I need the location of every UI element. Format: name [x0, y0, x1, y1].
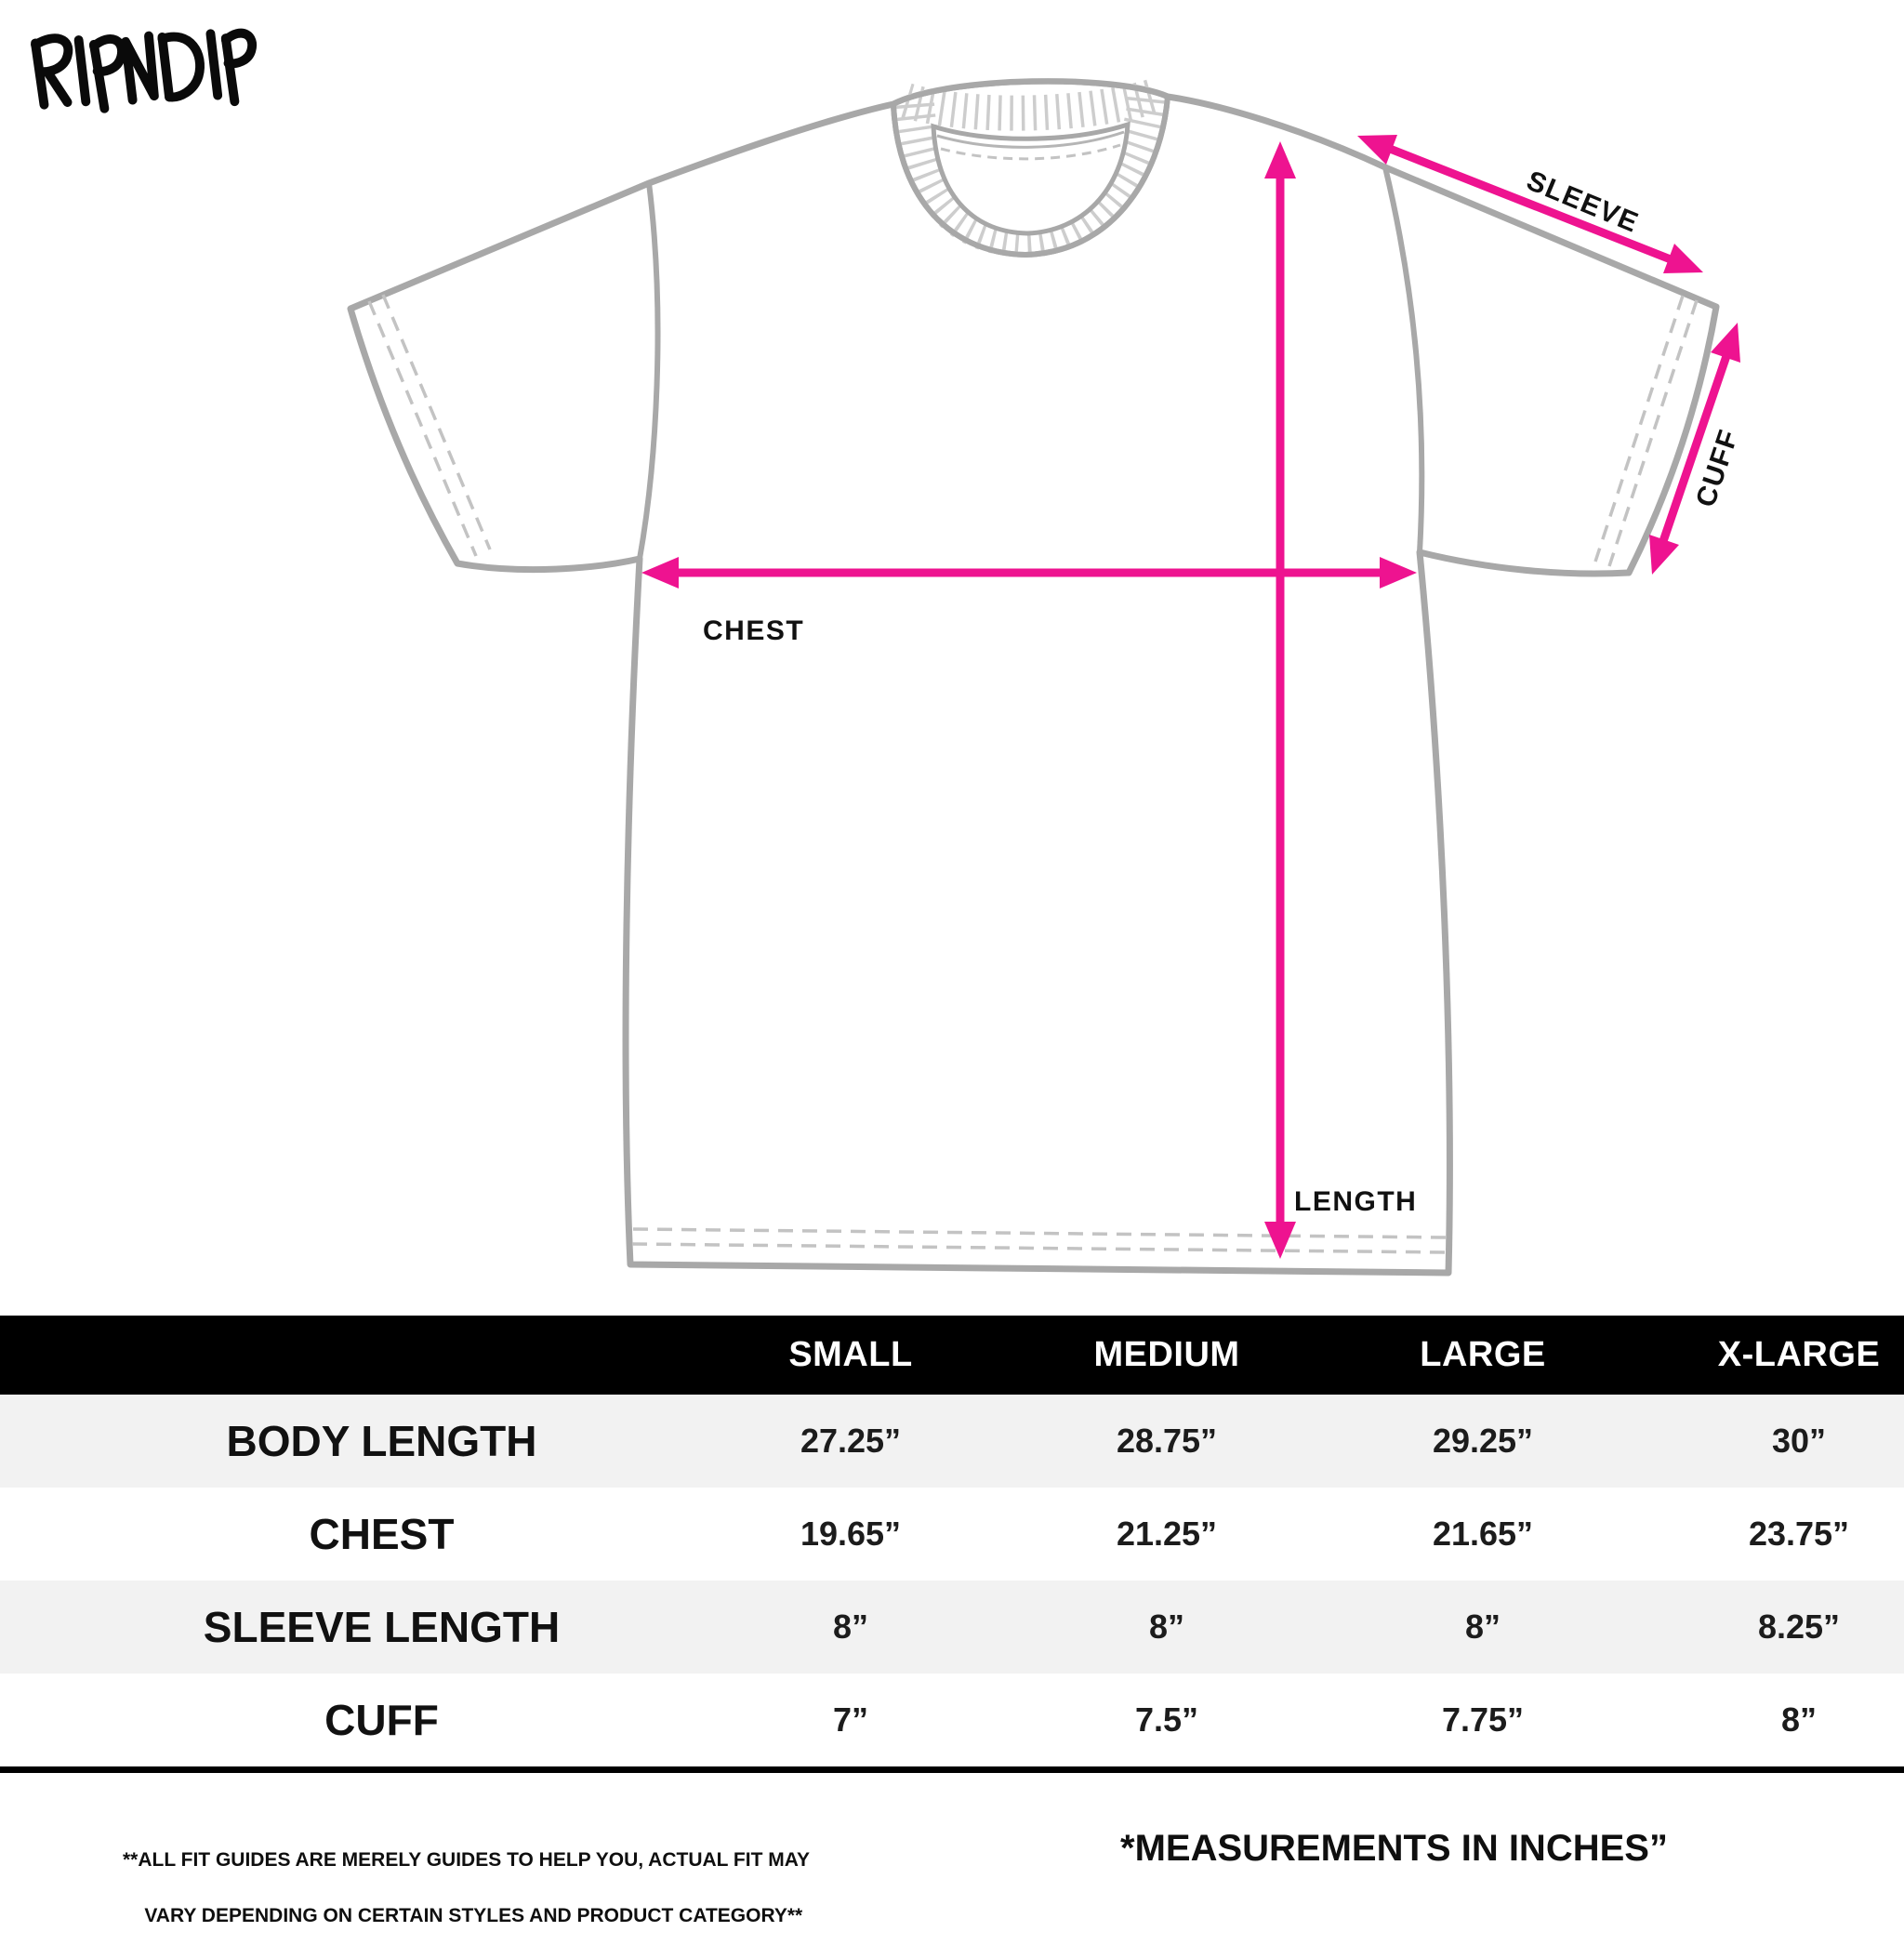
size-value: 8” [1780, 1700, 1818, 1739]
table-row [0, 1581, 1904, 1674]
size-value: 8.25” [1757, 1607, 1841, 1646]
size-value: 19.65” [800, 1515, 902, 1553]
size-value: 29.25” [1432, 1422, 1534, 1460]
size-value: 30” [1771, 1422, 1827, 1460]
row-label-chest: CHEST [309, 1510, 455, 1558]
cuff-label: CUFF [1690, 425, 1745, 511]
row-label-cuff: CUFF [324, 1696, 439, 1744]
row-label-sleeve-length: SLEEVE LENGTH [203, 1603, 561, 1651]
column-header-xlarge: X-LARGE [1717, 1335, 1881, 1374]
fit-guide-disclaimer [123, 1846, 810, 1958]
size-value: 7.5” [1134, 1700, 1199, 1739]
size-value: 8” [1148, 1607, 1185, 1646]
column-header-small: SMALL [788, 1335, 913, 1374]
disclaimer-line-1: **ALL FIT GUIDES ARE MERELY GUIDES TO HELP YOU, ACTUAL FIT MAY [123, 1849, 810, 1871]
header-spacer [0, 1316, 693, 1395]
row-label-body-length: BODY LENGTH [226, 1417, 537, 1465]
size-value: 21.65” [1432, 1515, 1534, 1553]
table-row [0, 1674, 1904, 1766]
size-chart-table [0, 1316, 1904, 1773]
tshirt-outline [350, 82, 1716, 1273]
size-value: 8” [1464, 1607, 1501, 1646]
measurements-unit-note: *MEASUREMENTS IN INCHES” [1120, 1828, 1668, 1869]
size-value: 21.25” [1116, 1515, 1218, 1553]
size-value: 27.25” [800, 1422, 902, 1460]
size-value: 8” [832, 1607, 869, 1646]
column-header-large: LARGE [1420, 1335, 1546, 1374]
size-value: 23.75” [1748, 1515, 1850, 1553]
chest-label: CHEST [703, 615, 805, 646]
sleeve-label: SLEEVE [1522, 165, 1644, 240]
column-header-medium: MEDIUM [1093, 1335, 1240, 1374]
table-header-row [0, 1316, 1904, 1395]
table-row [0, 1488, 1904, 1581]
table-row [0, 1395, 1904, 1488]
table-bottom-rule [0, 1766, 1904, 1773]
size-value: 7.75” [1441, 1700, 1525, 1739]
length-label: LENGTH [1294, 1186, 1418, 1217]
size-value: 28.75” [1116, 1422, 1218, 1460]
size-value: 7” [832, 1700, 869, 1739]
disclaimer-line-2: VARY DEPENDING ON CERTAIN STYLES AND PRODUCT CATEGORY** [144, 1905, 803, 1926]
